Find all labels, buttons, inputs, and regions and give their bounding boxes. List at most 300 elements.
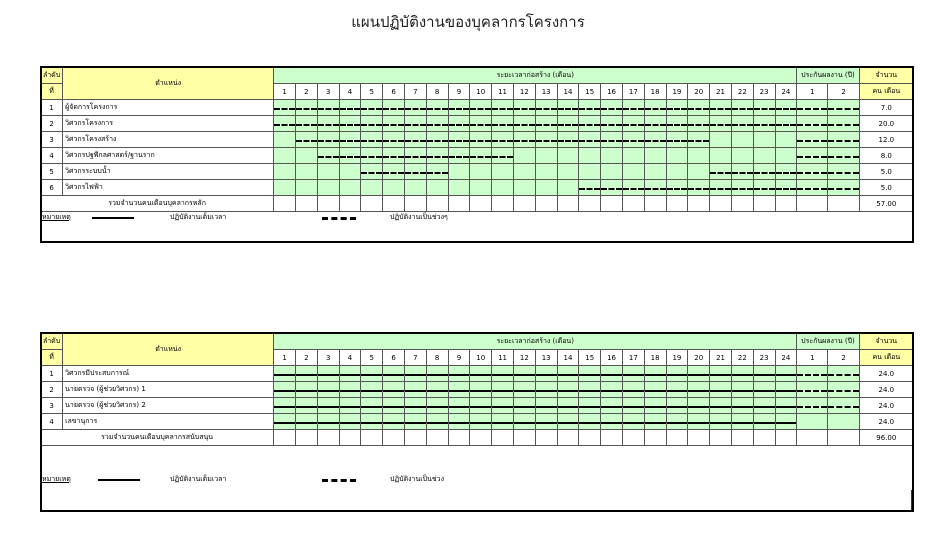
month-cell xyxy=(383,366,405,382)
schedule-bar xyxy=(318,124,339,126)
row-number: 3 xyxy=(41,398,63,414)
warranty-cell xyxy=(797,366,828,382)
month-12: 12 xyxy=(513,350,535,366)
total-blank-cell xyxy=(753,430,775,446)
month-cell xyxy=(339,398,361,414)
schedule-bar xyxy=(667,188,688,190)
month-cell xyxy=(339,180,361,196)
month-cell xyxy=(274,382,296,398)
warranty-cell xyxy=(797,132,828,148)
schedule-bar xyxy=(645,422,666,424)
month-cell xyxy=(470,180,492,196)
warranty-year-2: 2 xyxy=(828,350,859,366)
month-1: 1 xyxy=(274,84,296,100)
month-cell xyxy=(666,398,688,414)
warranty-year-1: 1 xyxy=(797,84,828,100)
schedule-bar xyxy=(558,422,579,424)
month-cell xyxy=(426,148,448,164)
month-cell xyxy=(361,414,383,430)
total-blank-cell xyxy=(404,430,426,446)
month-2: 2 xyxy=(295,84,317,100)
total-blank-cell xyxy=(535,430,557,446)
month-cell xyxy=(688,132,710,148)
month-cell xyxy=(666,180,688,196)
schedule-bar xyxy=(427,108,448,110)
table-row xyxy=(41,132,914,148)
month-cell xyxy=(295,180,317,196)
schedule-bar xyxy=(361,108,382,110)
header-row xyxy=(41,333,914,350)
month-cell xyxy=(753,100,775,116)
total-label: รวมจำนวนคนเดือนบุคลากรสนับสนุน xyxy=(41,430,274,446)
month-cell xyxy=(753,398,775,414)
legend-label: หมายเหตุ xyxy=(42,213,71,221)
month-cell xyxy=(731,382,753,398)
construction-period-header: ระยะเวลาก่อสร้าง (เดือน) xyxy=(274,333,797,350)
table-row xyxy=(41,366,914,382)
month-cell xyxy=(622,164,644,180)
month-cell xyxy=(731,414,753,430)
month-cell xyxy=(622,148,644,164)
table-row xyxy=(41,148,914,164)
month-14: 14 xyxy=(557,350,579,366)
schedule-bar xyxy=(340,108,361,110)
schedule-bar xyxy=(492,108,513,110)
schedule-bar xyxy=(710,188,731,190)
schedule-bar xyxy=(383,406,404,408)
schedule-bar xyxy=(623,374,644,376)
warranty-bar xyxy=(828,172,858,174)
amount-value: 5.0 xyxy=(859,164,913,180)
month-cell xyxy=(579,116,601,132)
month-cell xyxy=(470,148,492,164)
month-cell xyxy=(753,148,775,164)
month-cell xyxy=(317,148,339,164)
month-cell xyxy=(775,414,797,430)
total-blank-cell xyxy=(557,430,579,446)
schedule-bar xyxy=(579,124,600,126)
schedule-bar xyxy=(296,108,317,110)
schedule-bar xyxy=(776,108,797,110)
schedule-bar xyxy=(601,124,622,126)
month-cell xyxy=(644,148,666,164)
month-cell xyxy=(688,366,710,382)
schedule-bar xyxy=(405,108,426,110)
schedule-bar xyxy=(688,422,709,424)
month-cell xyxy=(513,366,535,382)
month-cell xyxy=(470,164,492,180)
schedule-bar xyxy=(274,422,295,424)
schedule-bar xyxy=(492,374,513,376)
month-cell xyxy=(404,132,426,148)
schedule-bar xyxy=(383,390,404,392)
amount-value: 5.0 xyxy=(859,180,913,196)
schedule-bar xyxy=(318,390,339,392)
month-cell xyxy=(535,148,557,164)
month-cell xyxy=(448,116,470,132)
schedule-bar xyxy=(318,422,339,424)
schedule-bar xyxy=(274,406,295,408)
month-21: 21 xyxy=(710,84,732,100)
month-cell xyxy=(579,398,601,414)
month-15: 15 xyxy=(579,84,601,100)
table-row xyxy=(41,180,914,196)
month-cell xyxy=(753,116,775,132)
schedule-bar xyxy=(361,390,382,392)
total-blank-cell xyxy=(601,430,623,446)
schedule-bar xyxy=(688,390,709,392)
schedule-bar xyxy=(318,108,339,110)
amount-value: 12.0 xyxy=(859,132,913,148)
schedule-bar xyxy=(318,374,339,376)
support-staff-schedule xyxy=(40,332,914,512)
month-cell xyxy=(274,100,296,116)
schedule-bar xyxy=(405,390,426,392)
month-cell xyxy=(426,366,448,382)
schedule-bar xyxy=(623,140,644,142)
amount-value: 8.0 xyxy=(859,148,913,164)
warranty-cell xyxy=(828,180,859,196)
month-cell xyxy=(274,398,296,414)
month-cell xyxy=(513,180,535,196)
total-blank-cell xyxy=(339,430,361,446)
schedule-bar xyxy=(536,422,557,424)
position-name: วิศวกรปฐพีกลศาสตร์/ฐานราก xyxy=(63,148,274,164)
warranty-bar xyxy=(797,108,827,110)
month-14: 14 xyxy=(557,84,579,100)
month-cell xyxy=(383,414,405,430)
month-cell xyxy=(513,414,535,430)
schedule-bar xyxy=(427,124,448,126)
schedule-bar xyxy=(492,422,513,424)
month-cell xyxy=(448,100,470,116)
schedule-bar xyxy=(536,390,557,392)
warranty-cell xyxy=(797,116,828,132)
schedule-bar xyxy=(710,124,731,126)
month-cell xyxy=(448,382,470,398)
month-cell xyxy=(448,180,470,196)
month-cell xyxy=(404,116,426,132)
schedule-bar xyxy=(340,140,361,142)
schedule-bar xyxy=(405,422,426,424)
month-cell xyxy=(317,180,339,196)
month-cell xyxy=(666,148,688,164)
month-cell xyxy=(295,132,317,148)
month-cell xyxy=(513,116,535,132)
month-cell xyxy=(557,398,579,414)
month-cell xyxy=(666,132,688,148)
schedule-bar xyxy=(558,108,579,110)
month-19: 19 xyxy=(666,350,688,366)
schedule-bar xyxy=(754,188,775,190)
month-cell xyxy=(448,366,470,382)
schedule-bar xyxy=(470,156,491,158)
row-number: 5 xyxy=(41,164,63,180)
month-cell xyxy=(710,148,732,164)
month-cell xyxy=(295,100,317,116)
schedule-bar xyxy=(449,374,470,376)
total-blank-cell xyxy=(688,430,710,446)
month-cell xyxy=(317,382,339,398)
schedule-bar xyxy=(732,374,753,376)
month-cell xyxy=(448,398,470,414)
schedule-bar xyxy=(405,406,426,408)
schedule-bar xyxy=(383,124,404,126)
schedule-bar xyxy=(732,108,753,110)
month-20: 20 xyxy=(688,350,710,366)
month-cell xyxy=(426,132,448,148)
warranty-bar xyxy=(828,188,858,190)
total-blank-cell xyxy=(426,430,448,446)
month-cell xyxy=(492,148,514,164)
order-header-2: ที่ xyxy=(41,350,63,366)
month-cell xyxy=(492,164,514,180)
schedule-bar xyxy=(514,374,535,376)
schedule-bar xyxy=(274,374,295,376)
row-number: 4 xyxy=(41,148,63,164)
month-cell xyxy=(688,164,710,180)
position-name: วิศวกรมีประสบการณ์ xyxy=(63,366,274,382)
schedule-bar xyxy=(754,390,775,392)
schedule-bar xyxy=(361,422,382,424)
month-cell xyxy=(601,398,623,414)
schedule-bar xyxy=(645,140,666,142)
month-cell xyxy=(426,116,448,132)
table-row xyxy=(41,100,914,116)
month-cell xyxy=(470,366,492,382)
month-cell xyxy=(295,382,317,398)
month-cell xyxy=(492,414,514,430)
schedule-bar xyxy=(470,406,491,408)
schedule-bar xyxy=(492,390,513,392)
position-name: วิศวกรระบบน้ำ xyxy=(63,164,274,180)
month-23: 23 xyxy=(753,350,775,366)
total-blank-cell xyxy=(361,430,383,446)
month-cell xyxy=(710,100,732,116)
row-number: 1 xyxy=(41,366,63,382)
warranty-cell xyxy=(797,398,828,414)
position-name: ผู้จัดการโครงการ xyxy=(63,100,274,116)
month-cell xyxy=(404,148,426,164)
schedule-bar xyxy=(732,172,753,174)
schedule-bar xyxy=(558,390,579,392)
month-11: 11 xyxy=(492,84,514,100)
construction-period-header: ระยะเวลาก่อสร้าง (เดือน) xyxy=(274,67,797,84)
schedule-bar xyxy=(536,140,557,142)
month-cell xyxy=(688,414,710,430)
legend-part-text: ปฏิบัติงานเป็นช่วงๆ xyxy=(390,213,448,221)
month-6: 6 xyxy=(383,350,405,366)
month-cell xyxy=(622,366,644,382)
legend-part-line xyxy=(322,217,356,220)
schedule-bar xyxy=(405,124,426,126)
month-cell xyxy=(710,414,732,430)
schedule-bar xyxy=(470,124,491,126)
schedule-bar xyxy=(514,422,535,424)
month-cell xyxy=(775,148,797,164)
schedule-bar xyxy=(710,406,731,408)
month-13: 13 xyxy=(535,84,557,100)
schedule-bar xyxy=(579,374,600,376)
schedule-bar xyxy=(340,406,361,408)
month-cell xyxy=(644,180,666,196)
schedule-bar xyxy=(732,406,753,408)
month-6: 6 xyxy=(383,84,405,100)
total-value: 96.00 xyxy=(859,430,913,446)
month-2: 2 xyxy=(295,350,317,366)
schedule-bar xyxy=(361,156,382,158)
total-blank-cell xyxy=(797,430,828,446)
legend-full-line xyxy=(98,479,140,481)
row-number: 6 xyxy=(41,180,63,196)
month-cell xyxy=(492,132,514,148)
schedule-bar xyxy=(470,108,491,110)
month-15: 15 xyxy=(579,350,601,366)
month-cell xyxy=(731,180,753,196)
month-cell xyxy=(404,366,426,382)
month-cell xyxy=(339,132,361,148)
schedule-bar xyxy=(470,374,491,376)
legend-full-text: ปฏิบัติงานเต็มเวลา xyxy=(170,475,227,483)
schedule-bar xyxy=(340,390,361,392)
month-9: 9 xyxy=(448,84,470,100)
month-cell xyxy=(644,164,666,180)
schedule-bar xyxy=(536,406,557,408)
warranty-bar xyxy=(797,374,827,376)
month-cell xyxy=(644,414,666,430)
month-cell xyxy=(448,148,470,164)
warranty-bar xyxy=(828,140,858,142)
schedule-bar xyxy=(601,188,622,190)
month-10: 10 xyxy=(470,84,492,100)
month-cell xyxy=(579,180,601,196)
schedule-bar xyxy=(405,140,426,142)
schedule-bar xyxy=(536,374,557,376)
warranty-bar xyxy=(828,406,858,408)
schedule-bar xyxy=(318,156,339,158)
schedule-bar xyxy=(558,140,579,142)
schedule-bar xyxy=(601,108,622,110)
schedule-bar xyxy=(383,172,404,174)
warranty-cell xyxy=(828,164,859,180)
total-blank-cell xyxy=(492,430,514,446)
month-cell xyxy=(666,116,688,132)
bottom-band xyxy=(40,490,914,512)
position-name: วิศวกรโครงสร้าง xyxy=(63,132,274,148)
month-cell xyxy=(710,382,732,398)
warranty-year-2: 2 xyxy=(828,84,859,100)
warranty-cell xyxy=(797,164,828,180)
month-cell xyxy=(622,100,644,116)
schedule-bar xyxy=(732,124,753,126)
month-cell xyxy=(731,164,753,180)
month-cell xyxy=(557,180,579,196)
total-blank-cell xyxy=(448,430,470,446)
month-cell xyxy=(492,382,514,398)
month-4: 4 xyxy=(339,350,361,366)
schedule-bar xyxy=(623,390,644,392)
month-19: 19 xyxy=(666,84,688,100)
month-cell xyxy=(274,414,296,430)
month-cell xyxy=(710,164,732,180)
schedule-bar xyxy=(710,108,731,110)
month-cell xyxy=(383,116,405,132)
position-header: ตำแหน่ง xyxy=(63,67,274,100)
month-cell xyxy=(426,398,448,414)
month-cell xyxy=(383,382,405,398)
month-cell xyxy=(775,180,797,196)
schedule-bar xyxy=(492,406,513,408)
month-18: 18 xyxy=(644,84,666,100)
month-8: 8 xyxy=(426,84,448,100)
month-cell xyxy=(622,414,644,430)
schedule-bar xyxy=(274,390,295,392)
month-cell xyxy=(404,164,426,180)
schedule-bar xyxy=(776,406,797,408)
month-cell xyxy=(339,100,361,116)
schedule-bar xyxy=(754,406,775,408)
month-cell xyxy=(579,100,601,116)
month-cell xyxy=(731,148,753,164)
month-cell xyxy=(295,366,317,382)
warranty-bar xyxy=(828,108,858,110)
schedule-bar xyxy=(667,374,688,376)
month-cell xyxy=(753,414,775,430)
schedule-bar xyxy=(558,124,579,126)
month-cell xyxy=(666,382,688,398)
schedule-bar xyxy=(296,390,317,392)
row-number: 4 xyxy=(41,414,63,430)
month-cell xyxy=(274,164,296,180)
month-cell xyxy=(426,180,448,196)
position-header: ตำแหน่ง xyxy=(63,333,274,366)
total-label: รวมจำนวนคนเดือนบุคลากรหลัก xyxy=(41,196,274,212)
total-blank-cell xyxy=(644,430,666,446)
month-cell xyxy=(688,382,710,398)
schedule-bar xyxy=(667,406,688,408)
month-cell xyxy=(274,366,296,382)
row-number: 2 xyxy=(41,116,63,132)
position-name: นายตรวจ (ผู้ช่วยวิศวกร) 2 xyxy=(63,398,274,414)
schedule-bar xyxy=(754,124,775,126)
schedule-bar xyxy=(667,390,688,392)
month-8: 8 xyxy=(426,350,448,366)
month-cell xyxy=(339,148,361,164)
month-cell xyxy=(710,116,732,132)
legend xyxy=(40,470,914,490)
month-cell xyxy=(470,414,492,430)
month-cell xyxy=(579,414,601,430)
legend xyxy=(40,208,914,228)
month-5: 5 xyxy=(361,350,383,366)
month-cell xyxy=(513,100,535,116)
month-cell xyxy=(339,414,361,430)
amount-value: 20.0 xyxy=(859,116,913,132)
month-cell xyxy=(601,164,623,180)
month-cell xyxy=(274,132,296,148)
schedule-bar xyxy=(514,140,535,142)
warranty-cell xyxy=(828,100,859,116)
month-cell xyxy=(513,164,535,180)
schedule-bar xyxy=(645,124,666,126)
schedule-bar xyxy=(688,108,709,110)
month-cell xyxy=(710,398,732,414)
month-cell xyxy=(731,116,753,132)
month-cell xyxy=(622,180,644,196)
schedule-bar xyxy=(710,422,731,424)
warranty-bar xyxy=(797,390,827,392)
month-cell xyxy=(710,366,732,382)
